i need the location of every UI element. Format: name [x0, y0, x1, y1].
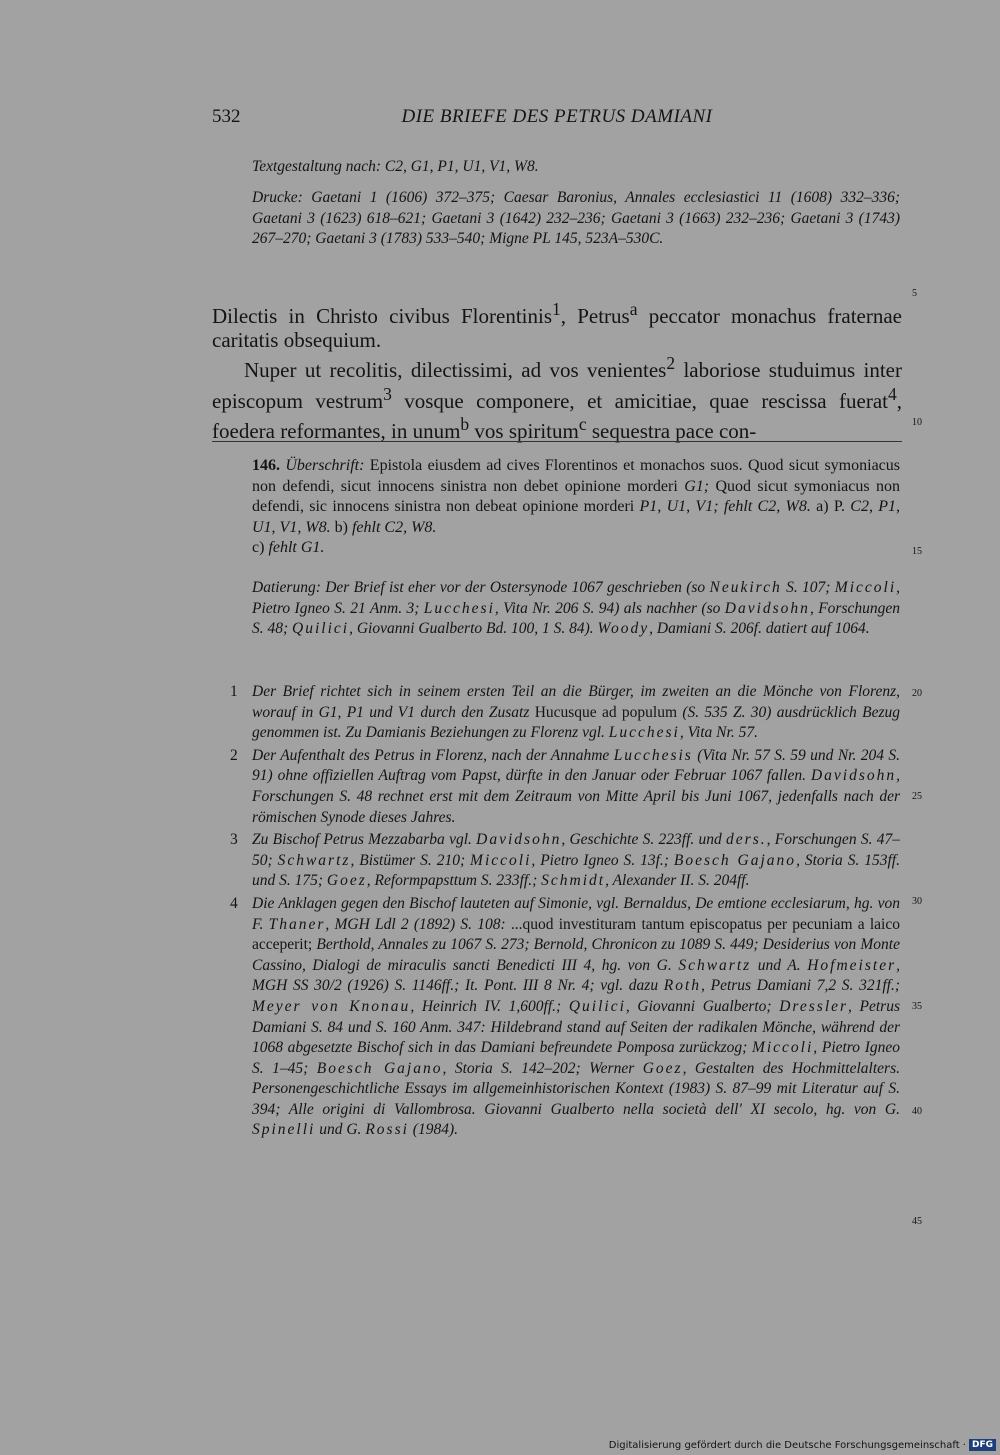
commentary-note: 1 Der Brief richtet sich in seinem ersten Teil an die Bürger, im zweiten an die Mönche von Florenz, worauf in G1, P1 und V1 durch den Zusatz Hucusque ad populum (S. 535 Z. 30) ausdrücklich Bezug genommen ist. Zu Damianis Beziehungen zu Florenz vgl. Lucchesi, Vita Nr. 57.: [230, 683, 900, 742]
critical-apparatus: 146. Überschrift: Epistola eiusdem ad cives Florentinos et monachos suos. Quod sicut symoniacus non defendi, sicut innocens sinistra non debet opinione morderi G1; Quod sicut symoniacus non defendi, sic innocens sinistra non debeat opinione morderi P1, U1, V1; fehlt C2, W8. a) P. C2, P1, U1, V1, W8. b) fehlt C2, W8. c) fehlt G1.: [252, 457, 900, 556]
page-header: [212, 106, 902, 132]
line-number: 30: [912, 896, 922, 907]
salutation-paragraph: Dilectis in Christo civibus Florentinis$^1$, Petrus$^a$ peccator monachus fraternae caritatis obsequium.: [212, 299, 903, 352]
commentary-note: 4 Die Anklagen gegen den Bischof lauteten auf Simonie, vgl. Bernaldus, De emtione ecclesiarum, hg. von F. Thaner, MGH Ldl 2 (1892) S. 108: ...quod investituram tantum episcopatus per pecuniam a laico acceperit; Berthold, Annales zu 1067 S. 273; Bernold, Chronicon zu 1089 S. 449; Desiderius von Monte Cassino, Dialogi de miraculis sancti Benedicti III 4, hg. von G. Schwartz und A. Hofmeister, MGH SS 30/2 (1926) S. 1146ff.; It. Pont. III 8 Nr. 4; vgl. dazu Roth, Petrus Damiani 7,2 S. 321ff.; Meyer von Knonau, Heinrich IV. 1,600ff.; Quilici, Giovanni Gualberto; Dressler, Petrus Damiani S. 84 und S. 160 Anm. 347: Hildebrand stand auf Seiten der radikalen Mönche, während der 1068 abgesetzte Bischof sich in das Damiani befreundete Pomposa zurückzog; Miccoli, Pietro Igneo S. 1–45; Boesch Gajano, Storia S. 142–202; Werner Goez, Gestalten des Hochmittelalters. Personengeschichtliche Essays im allgemeinhistorischen Kontext (1983) S. 87–99 mit Literatur auf S. 394; Alle origini di Vallombrosa. Giovanni Gualberto nella società dell' XI secolo, hg. von G. Spinelli und G. Rossi (1984).: [230, 894, 901, 1139]
line-number: 40: [912, 1106, 922, 1117]
text-basis-line: Textgestaltung nach: C2, G1, P1, U1, V1, W8.: [252, 158, 539, 175]
running-title: DIE BRIEFE DES PETRUS DAMIANI: [401, 106, 713, 127]
apparatus-ref: a: [629, 299, 638, 319]
footnote-ref: 1: [552, 299, 561, 319]
dating-paragraph: Datierung: Der Brief ist eher vor der Ostersynode 1067 geschrieben (so Neukirch S. 107; Miccoli, Pietro Igneo S. 21 Anm. 3; Lucchesi, Vita Nr. 206 S. 94) als nachher (so Davidsohn, Forschungen S. 48; Quilici, Giovanni Gualberto Bd. 100, 1 S. 84). Woody, Damiani S. 206f. datiert auf 1064.: [252, 579, 900, 638]
footnote-ref: 4: [888, 383, 897, 404]
commentary-note: 3 Zu Bischof Petrus Mezzabarba vgl. Davidsohn, Geschichte S. 223ff. und ders., Forschungen S. 47–50; Schwartz, Bistümer S. 210; Miccoli, Pietro Igneo S. 13f.; Boesch Gajano, Storia S. 153ff. und S. 175; Goez, Reformpapsttum S. 233ff.; Schmidt, Alexander II. S. 204ff.: [230, 831, 900, 890]
dfg-logo: DFG: [969, 1439, 996, 1451]
line-number: 10: [912, 417, 922, 428]
letter-main-text: [212, 298, 902, 444]
footnote-ref: 3: [383, 383, 392, 404]
line-number: 20: [912, 688, 922, 699]
line-number: 35: [912, 1001, 922, 1012]
body-paragraph: Nuper ut recolitis, dilectissimi, ad vos venientes$^2$ laboriose studuimus inter episcopum vestrum$^3$ vosque componere, et amicitiae, quae rescissa fuerat$^4$, foedera reformantes, in unum$^b$ vos spiritum$^c$ sequestra pace con-: [212, 353, 903, 443]
commentary-notes: [230, 682, 900, 1143]
prints-list: Drucke: Gaetani 1 (1606) 372–375; Caesar Baronius, Annales ecclesiastici 11 (1608) 332–336; Gaetani 3 (1623) 618–621; Gaetani 3 (1642) 232–236; Gaetani 3 (1663) 232–236; Gaetani 3 (1743) 267–270; Gaetani 3 (1783) 533–540; Migne PL 145, 523A–530C.: [252, 189, 900, 248]
digitization-footer: [609, 1439, 996, 1451]
line-number: 25: [912, 791, 922, 802]
line-number: 45: [912, 1216, 922, 1227]
commentary-note: 2 Der Aufenthalt des Petrus in Florenz, nach der Annahme Lucchesis (Vita Nr. 57 S. 59 und Nr. 204 S. 91) ohne offiziellen Auftrag vom Papst, dürfte in den Januar oder Februar 1067 fallen. Davidsohn, Forschungen S. 48 rechnet erst mit dem Zeitraum von Mitte April bis Juni 1067, jedenfalls nach der römischen Synode dieses Jahres.: [230, 746, 900, 826]
apparatus-ref: c: [578, 414, 587, 434]
footer-credit: Digitalisierung gefördert durch die Deutsche Forschungsgemeinschaft ·: [608, 1439, 966, 1451]
separator-rule: [212, 441, 902, 442]
page-number: 532: [212, 106, 241, 127]
footnote-ref: 2: [666, 353, 676, 373]
line-number: 15: [912, 546, 922, 557]
apparatus-ref: b: [460, 414, 470, 434]
line-number: 5: [912, 288, 917, 299]
